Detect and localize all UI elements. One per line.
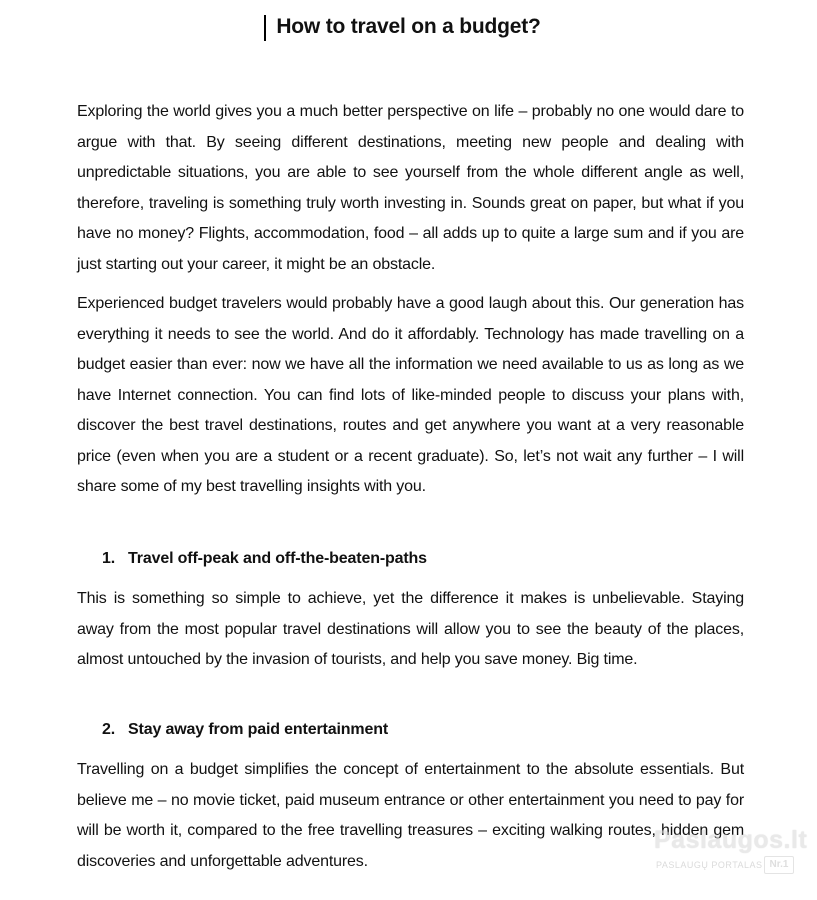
paragraph-intro: Exploring the world gives you a much better perspective on life – probably no one would dare to argue with that. By seeing different destinations, meeting new people and dealing with unpredictable situations, you are able to see yourself from the whole different angle as well, therefore, traveling is something truly worth investing in. Sounds great on paper, but what if you have no money? Flights, accommodation, food – all adds up to quite a large sum and if you are just starting out your career, it might be an obstacle. — [77, 103, 744, 273]
section-heading-2 — [102, 715, 388, 745]
section-heading-1 — [102, 544, 427, 574]
watermark-subtitle: PASLAUGŲ PORTALAS — [656, 860, 763, 870]
section-heading-text: Stay away from paid entertainment — [128, 721, 389, 738]
section-number: 1. — [102, 550, 116, 567]
watermark-badge: Nr.1 — [764, 856, 794, 874]
paragraph-entertainment: Travelling on a budget simplifies the concept of entertainment to the absolute essentials. But believe me – no movie ticket, paid museum entrance or other entertainment you need to pay for will be worth it, compared to the free travelling treasures – exciting walking routes, hidden gem discoveries and unforgettable adventures. — [77, 761, 744, 870]
watermark-brand: Paslaugos.lt — [654, 826, 808, 854]
section-number: 2. — [102, 721, 116, 738]
watermark-logo — [652, 826, 808, 878]
section-heading-text: Travel off-peak and off-the-beaten-paths — [128, 550, 427, 567]
document-title: How to travel on a budget? — [276, 15, 541, 38]
paragraph-off-peak: This is something so simple to achieve, yet the difference it makes is unbelievable. Staying away from the most popular travel destinations will allow you to see the beauty of the places, almost untouched by the invasion of tourists, and help you save money. Big time. — [77, 590, 744, 668]
paragraph-budget-travelers: Experienced budget travelers would probably have a good laugh about this. Our generation has everything it needs to see the world. And do it affordably. Technology has made travelling on a budget easier than ever: now we have all the information we need available to us as long as we have Internet connection. You can find lots of like-minded people to discuss your plans with, discover the best travel destinations, routes and get anywhere you want at a very reasonable price (even when you are a student or a recent graduate). So, let’s not wait any further – I will share some of my best travelling insights with you. — [77, 295, 744, 495]
